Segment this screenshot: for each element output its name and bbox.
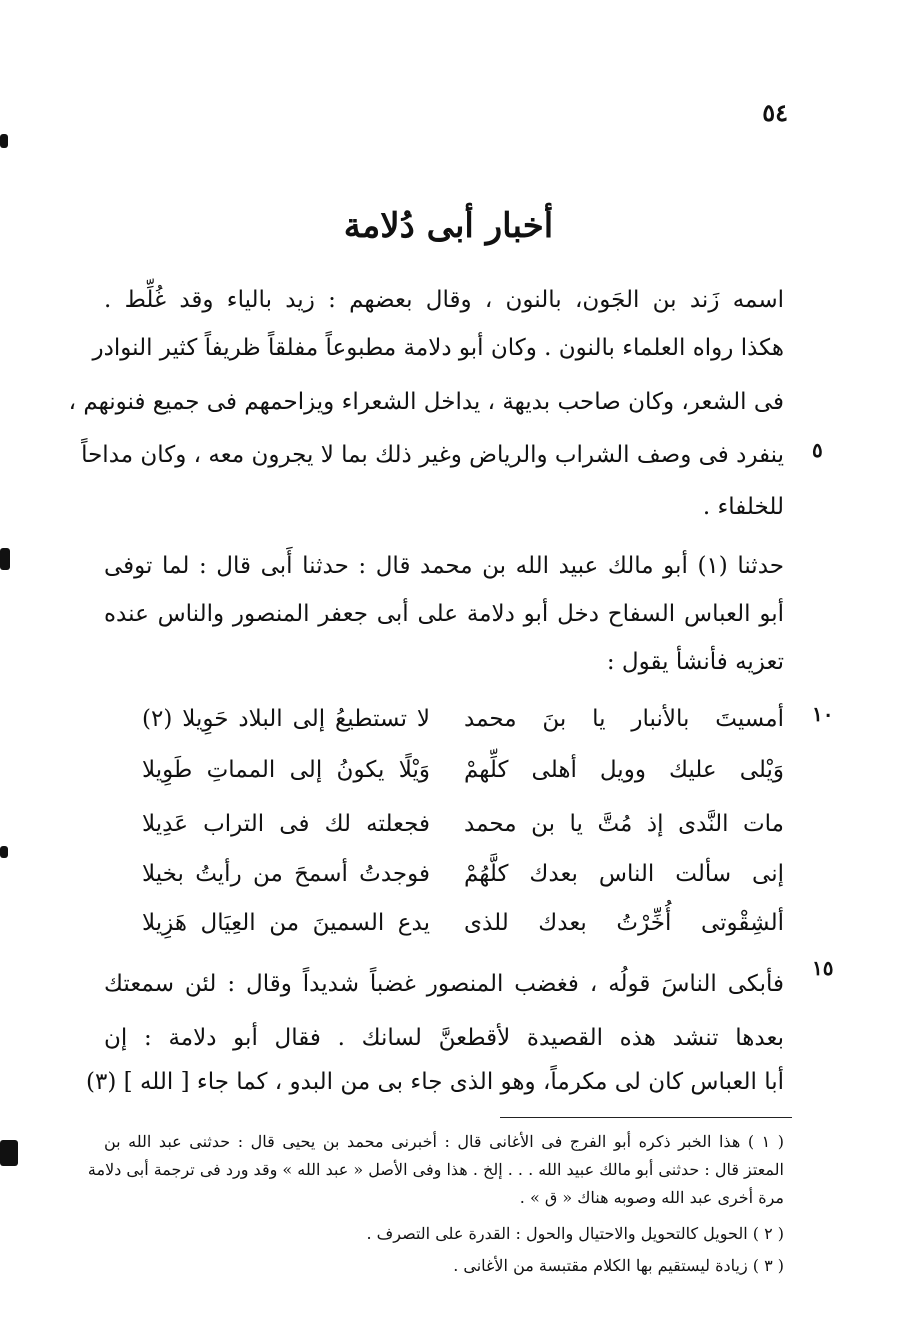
scan-mark (0, 1140, 18, 1166)
line-number: ٥ (812, 438, 823, 462)
prose-line: فى الشعر، وكان صاحب بديهة ، يداخل الشعراء ويزاحمهم فى جميع فنونهم ، (68, 389, 784, 415)
verse-row (104, 697, 784, 741)
verse-first-hemistich: مات النَّدى إذ مُتَّ يا بن محمد (464, 811, 784, 837)
line-number: ١٥ (812, 956, 834, 980)
page-number: ٥٤ (762, 98, 788, 127)
footnote-line: ( ٣ ) زيادة ليستقيم بها الكلام مقتبسة من الأغانى . (453, 1256, 784, 1275)
scan-mark (0, 846, 8, 858)
prose-line: تعزيه فأنشأ يقول : (606, 649, 784, 675)
verse-second-hemistich: يدع السمينَ من العِيَال هَزِيلا (142, 910, 430, 936)
prose-line: ينفرد فى وصف الشراب والرياض وغير ذلك بما لا يجرون معه ، وكان مداحاً (81, 442, 784, 468)
verse-row (104, 901, 784, 945)
prose-line: بعدها تنشد هذه القصيدة لأقطعنَّ لسانك . فقال أبو دلامة : إن (104, 1025, 784, 1051)
prose-line: أبو العباس السفاح دخل أبو دلامة على أبى جعفر المنصور والناس عنده (104, 601, 784, 627)
scan-mark (0, 548, 10, 570)
verse-second-hemistich: فوجدتُ أسمحَ من رأيتُ بخيلا (142, 861, 430, 887)
prose-line: اسمه زَند بن الجَون، بالنون ، وقال بعضهم : زيد بالياء وقد غُلِّط . (104, 287, 784, 313)
prose-line: هكذا رواه العلماء بالنون . وكان أبو دلامة مطبوعاً مفلقاً ظريفاً كثير النوادر (92, 335, 784, 361)
prose-line: للخلفاء . (702, 494, 784, 520)
footnote-divider (500, 1117, 792, 1118)
verse-first-hemistich: وَيْلى عليك وويل أهلى كلِّهمْ (464, 757, 784, 783)
page-title: أخبار أبى دُلامة (343, 206, 554, 246)
footnote-line: المعتز قال : حدثنى أبو مالك عبيد الله . . . إلخ . هذا وفى الأصل « عبد الله » وقد ورد فى ترجمة أبى دلامة (87, 1160, 784, 1179)
verse-row (104, 748, 784, 792)
verse-first-hemistich: إنى سألت الناس بعدك كلَّهُمْ (464, 861, 784, 887)
verse-first-hemistich: ألشِقْوتى أُخِّرْتُ بعدك للذى (464, 910, 784, 936)
verse-second-hemistich: وَيْلًا يكونُ إلى المماتِ طَوِيلا (142, 757, 430, 783)
verse-row (104, 852, 784, 896)
verse-second-hemistich: لا تستطيعُ إلى البلاد حَوِيلا (٢) (142, 706, 430, 732)
prose-line: فأبكى الناسَ قولُه ، فغضب المنصور غضباً شديداً وقال : لئن سمعتك (104, 971, 784, 997)
footnote-line: ( ٢ ) الحويل كالتحويل والاحتيال والحول : القدرة على التصرف . (366, 1224, 784, 1243)
footnote-line: مرة أخرى عبد الله وصوبه هناك « ق » . (519, 1188, 784, 1207)
footnote-line: ( ١ ) هذا الخبر ذكره أبو الفرج فى الأغانى قال : أخبرنى محمد بن يحيى قال : حدثنى عبد الله بن (104, 1132, 785, 1151)
prose-line: حدثنا (١) أبو مالك عبيد الله بن محمد قال : حدثنا أَبى قال : لما توفى (104, 553, 784, 579)
line-number: ١٠ (812, 702, 834, 726)
prose-line: أبا العباس كان لى مكرماً، وهو الذى جاء بى من البدو ، كما جاء [ الله ] (٣) (86, 1069, 784, 1095)
verse-second-hemistich: فجعلته لك فى التراب عَدِيلا (142, 811, 430, 837)
scan-mark (0, 134, 8, 148)
verse-row (104, 802, 784, 846)
verse-first-hemistich: أمسيتَ بالأنبار يا بنَ محمد (464, 706, 784, 732)
